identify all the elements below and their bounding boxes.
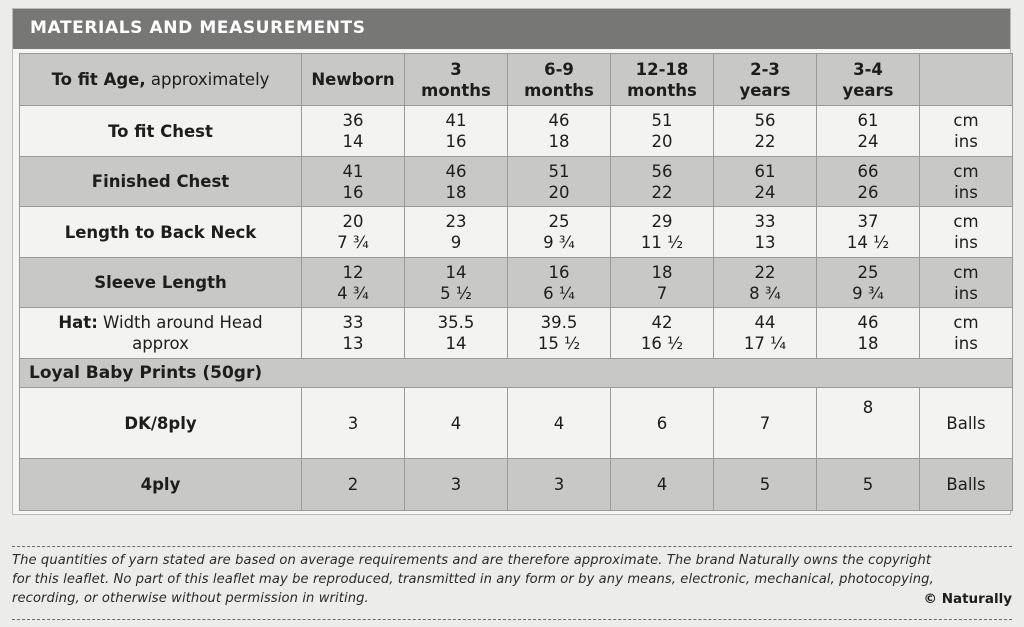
table-cell: 16 6 ¼ (508, 258, 611, 308)
table-cell: 33 13 (714, 207, 817, 258)
table-cell: 4 (508, 388, 611, 459)
table-cell: 36 14 (302, 106, 405, 157)
table-cell: 46 18 (405, 157, 508, 207)
table-cell: 44 17 ¼ (714, 308, 817, 359)
yarn-row (20, 388, 1013, 459)
table-cell: 41 16 (405, 106, 508, 157)
footnote (12, 551, 1015, 608)
table-cell: 25 9 ¾ (508, 207, 611, 258)
table-cell: 3 (302, 388, 405, 459)
dashed-divider-top (12, 546, 1012, 547)
unit-cell: cm ins (920, 258, 1013, 308)
footnote-line: for this leaflet. No part of this leaflet may be reproduced, transmitted in any form or by any means, electronic, mechanical, photocopying, (12, 572, 934, 587)
table-cell: 18 7 (611, 258, 714, 308)
table-cell: 61 24 (714, 157, 817, 207)
row-label: Hat: Width around Head approx (20, 308, 302, 359)
table-cell: 22 8 ¾ (714, 258, 817, 308)
table-cell: 5 (817, 459, 920, 511)
table-cell: 6 (611, 388, 714, 459)
footnote-line: recording, or otherwise without permission in writing. (12, 591, 369, 606)
table-cell: 20 7 ¾ (302, 207, 405, 258)
table-cell: 41 16 (302, 157, 405, 207)
unit-cell: cm ins (920, 308, 1013, 359)
yarn-section-title: Loyal Baby Prints (50gr) (20, 359, 1013, 388)
unit-cell: cm ins (920, 207, 1013, 258)
table-row (20, 308, 1013, 359)
unit-cell: cm ins (920, 157, 1013, 207)
table-cell: 25 9 ¾ (817, 258, 920, 308)
table-cell: 7 (714, 388, 817, 459)
table-cell: 46 18 (508, 106, 611, 157)
age-column-header: 6-9 months (508, 54, 611, 106)
section-header-bar (13, 9, 1010, 49)
table-cell: 51 20 (611, 106, 714, 157)
measurements-sheet (12, 8, 1011, 515)
row-label: Length to Back Neck (20, 207, 302, 258)
row-label: To fit Chest (20, 106, 302, 157)
yarn-section-row (20, 359, 1013, 388)
unit-column-header (920, 54, 1013, 106)
table-cell: 3 (405, 459, 508, 511)
table-cell: 5 (714, 459, 817, 511)
footnote-line: The quantities of yarn stated are based on average requirements and are therefore approximate. The brand Naturally owns the copyright (12, 553, 932, 568)
table-cell: 56 22 (611, 157, 714, 207)
row-label: Sleeve Length (20, 258, 302, 308)
age-header-row (20, 54, 1013, 106)
table-cell: 23 9 (405, 207, 508, 258)
table-cell: 51 20 (508, 157, 611, 207)
table-cell: 35.5 14 (405, 308, 508, 359)
section-title: MATERIALS AND MEASUREMENTS (30, 18, 366, 38)
table-cell: 66 26 (817, 157, 920, 207)
age-column-header: 3 months (405, 54, 508, 106)
age-column-header: 12-18 months (611, 54, 714, 106)
table-cell: 37 14 ½ (817, 207, 920, 258)
age-column-header: 2-3 years (714, 54, 817, 106)
yarn-row (20, 459, 1013, 511)
table-row (20, 157, 1013, 207)
table-row (20, 106, 1013, 157)
table-cell: 29 11 ½ (611, 207, 714, 258)
unit-cell: cm ins (920, 106, 1013, 157)
table-cell: 8 (817, 388, 920, 459)
row-label: 4ply (20, 459, 302, 511)
table-cell: 4 (611, 459, 714, 511)
table-cell: 2 (302, 459, 405, 511)
table-cell: 3 (508, 459, 611, 511)
copyright-notice: © Naturally (923, 591, 1012, 607)
table-cell: 46 18 (817, 308, 920, 359)
row-label: Finished Chest (20, 157, 302, 207)
table-row (20, 207, 1013, 258)
dashed-divider-bottom (12, 619, 1012, 620)
age-row-label: To fit Age, approximately (20, 54, 302, 106)
table-row (20, 258, 1013, 308)
table-cell: 33 13 (302, 308, 405, 359)
table-cell: 42 16 ½ (611, 308, 714, 359)
age-column-header: 3-4 years (817, 54, 920, 106)
unit-cell: Balls (920, 459, 1013, 511)
measurements-table (19, 53, 1013, 511)
unit-cell: Balls (920, 388, 1013, 459)
table-cell: 61 24 (817, 106, 920, 157)
table-cell: 4 (405, 388, 508, 459)
table-cell: 12 4 ¾ (302, 258, 405, 308)
age-column-header: Newborn (302, 54, 405, 106)
table-cell: 14 5 ½ (405, 258, 508, 308)
table-cell: 56 22 (714, 106, 817, 157)
row-label: DK/8ply (20, 388, 302, 459)
table-cell: 39.5 15 ½ (508, 308, 611, 359)
